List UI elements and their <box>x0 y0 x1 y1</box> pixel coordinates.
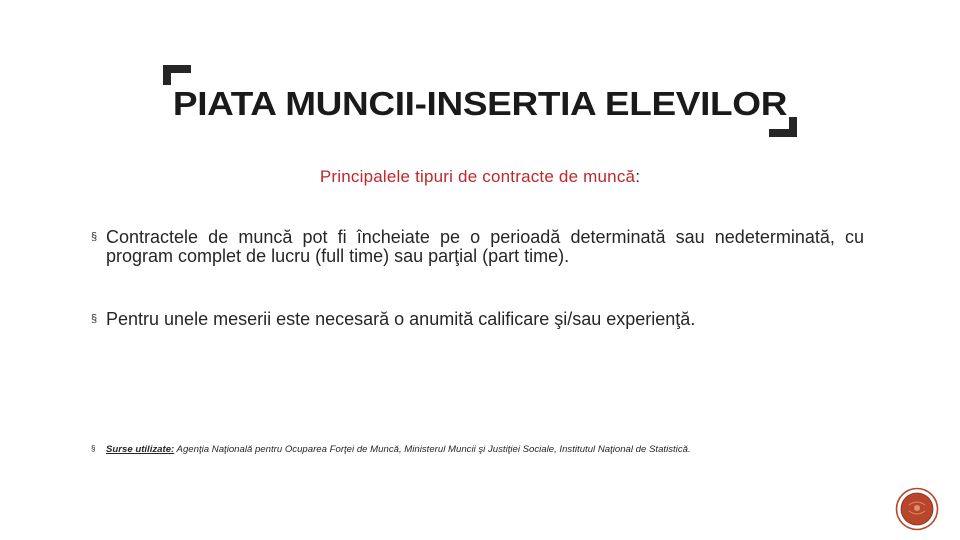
title-frame-corner-top-left <box>163 65 191 85</box>
subtitle-text: Principalele tipuri de contracte de muncă <box>319 167 636 186</box>
bullet-list <box>90 227 864 329</box>
source-note <box>90 444 886 455</box>
round-emblem-icon <box>895 487 939 531</box>
source-label: Surse utilizate: <box>106 444 175 455</box>
bullet-text: Pentru unele meserii este necesară o anumită calificare şi/sau experienţă. <box>106 309 696 329</box>
section-subtitle <box>0 167 960 187</box>
bullet-marker-icon: § <box>91 444 96 453</box>
source-text: Agenţia Naţională pentru Ocuparea Forţei de Muncă, Ministerul Muncii şi Justiţiei Sociale, Institutul Naţional de Statistică. <box>174 444 691 455</box>
title-frame <box>163 65 797 137</box>
page-title: PIATA MUNCII-INSERTIA ELEVILOR <box>172 85 788 122</box>
list-item <box>90 228 864 266</box>
bullet-text: Contractele de muncă pot fi încheiate pe o perioadă determinată sau nedeterminată, cu program complet de lucru (full time) sau parţial (part time). <box>106 227 864 266</box>
bullet-marker-icon: § <box>91 313 98 325</box>
list-item <box>90 310 880 329</box>
bullet-marker-icon: § <box>91 231 98 243</box>
subtitle-colon: : <box>635 167 641 186</box>
